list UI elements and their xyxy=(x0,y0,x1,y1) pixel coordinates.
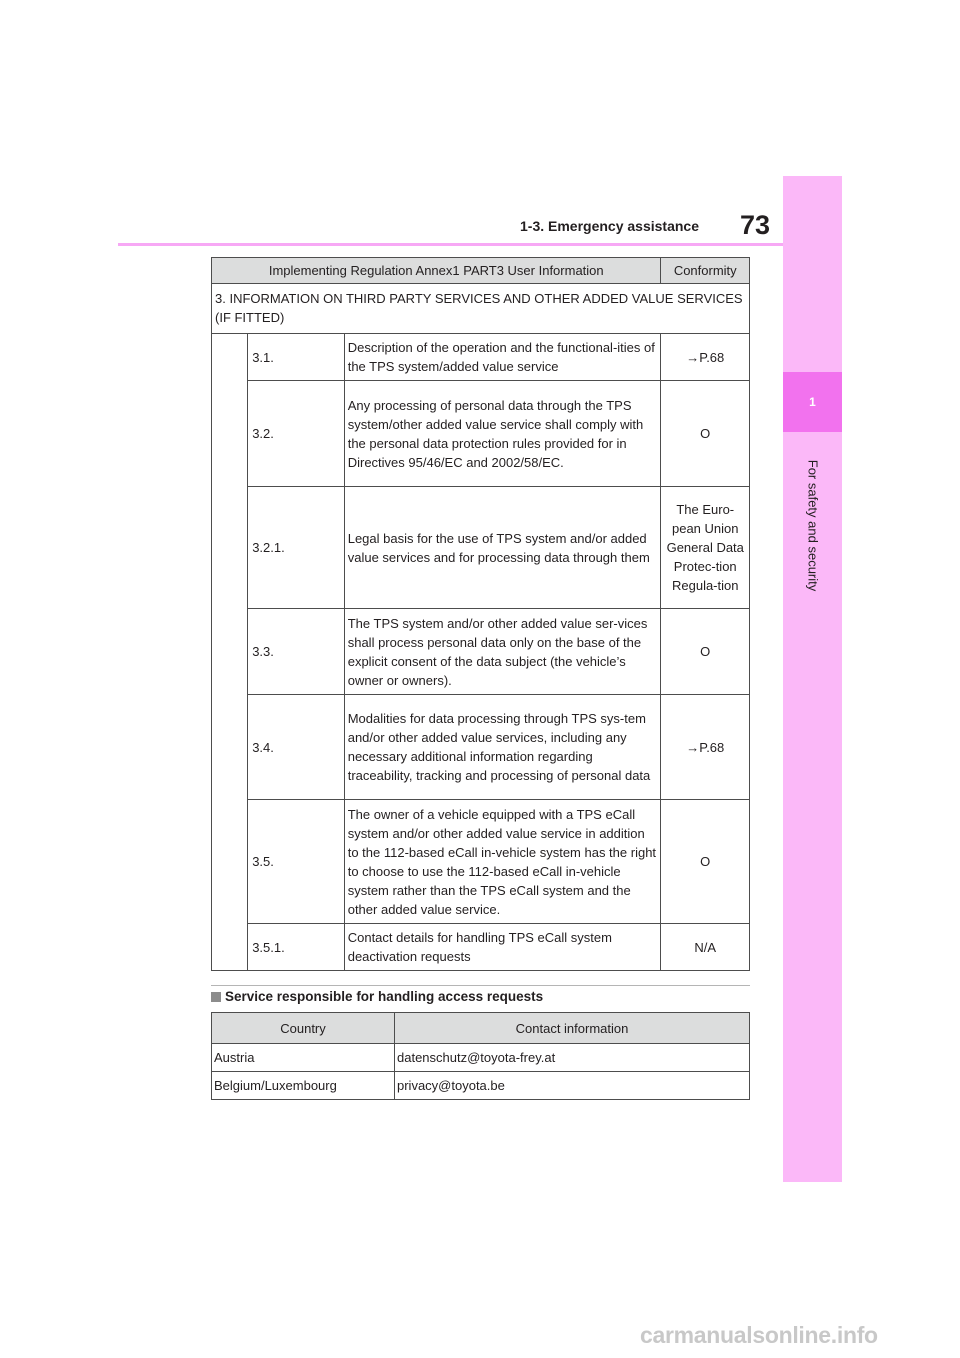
table-row xyxy=(212,487,750,609)
column-header-contact: Contact information xyxy=(395,1013,750,1044)
item-description: Modalities for data processing through TPS sys-tem and/or other added value services, including any necessary additional information regarding traceability, tracking and processing of personal data xyxy=(344,695,661,800)
access-requests-heading xyxy=(211,989,543,1004)
table-row xyxy=(212,1044,750,1072)
table-row xyxy=(212,1072,750,1100)
table-row xyxy=(212,334,750,381)
table-row xyxy=(212,924,750,971)
table-header-row xyxy=(212,1013,750,1044)
item-conformity: O xyxy=(661,609,750,695)
item-description: Description of the operation and the functional-ities of the TPS system/added value service xyxy=(344,334,661,381)
country-cell: Austria xyxy=(212,1044,395,1072)
access-requests-heading-text: Service responsible for handling access requests xyxy=(225,989,544,1004)
column-header-country: Country xyxy=(212,1013,395,1044)
item-conformity: →P.68 xyxy=(661,334,750,381)
square-bullet-icon xyxy=(211,992,221,1002)
item-conformity: O xyxy=(661,800,750,924)
item-number: 3.4. xyxy=(248,695,345,800)
page-number: 73 xyxy=(740,210,771,240)
item-description: The owner of a vehicle equipped with a TPS eCall system and/or other added value service in addition to the 112-based eCall in-vehicle system has the right to choose to use the 112-based eCall in-vehicle system rather than the TPS eCall system and the other added value service. xyxy=(344,800,661,924)
item-description: Legal basis for the use of TPS system and/or added value services and for processing data through them xyxy=(344,487,661,609)
country-cell: Belgium/Luxembourg xyxy=(212,1072,395,1100)
chapter-label xyxy=(783,440,842,610)
section-heading-row xyxy=(212,284,750,334)
user-information-table xyxy=(211,257,750,971)
chapter-side-tab xyxy=(783,176,842,1182)
watermark: carmanualsonline.info xyxy=(640,1322,878,1348)
indent-cell xyxy=(212,334,248,971)
chapter-number-tab[interactable]: 1 xyxy=(783,372,842,432)
item-conformity: The Euro-pean Union General Data Protec-tion Regula-tion xyxy=(661,487,750,609)
item-number: 3.2.1. xyxy=(248,487,345,609)
item-number: 3.5.1. xyxy=(248,924,345,971)
section-heading: 3. INFORMATION ON THIRD PARTY SERVICES AND OTHER ADDED VALUE SERVICES (IF FITTED) xyxy=(212,284,750,334)
item-number: 3.1. xyxy=(248,334,345,381)
column-header-regulation: Implementing Regulation Annex1 PART3 User Information xyxy=(212,258,661,284)
access-requests-table xyxy=(211,1012,750,1100)
contact-email-link[interactable]: datenschutz@toyota-frey.at xyxy=(395,1044,750,1072)
column-header-conformity: Conformity xyxy=(661,258,750,284)
item-description: Contact details for handling TPS eCall system deactivation requests xyxy=(344,924,661,971)
item-description: The TPS system and/or other added value ser-vices shall process personal data only on the base of the explicit consent of the data subject (the vehicle’s owner or owners). xyxy=(344,609,661,695)
item-number: 3.2. xyxy=(248,381,345,487)
section-title: 1-3. Emergency assistance xyxy=(520,218,699,234)
item-conformity: O xyxy=(661,381,750,487)
item-conformity: →P.68 xyxy=(661,695,750,800)
table-row xyxy=(212,800,750,924)
table-row xyxy=(212,381,750,487)
item-number: 3.3. xyxy=(248,609,345,695)
table-header-row xyxy=(212,258,750,284)
item-conformity: N/A xyxy=(661,924,750,971)
item-description: Any processing of personal data through the TPS system/other added value service shall comply with the personal data protection rules provided for in Directives 95/46/EC and 2002/58/EC. xyxy=(344,381,661,487)
header-divider xyxy=(118,243,783,246)
chapter-label-text: For safety and security xyxy=(805,459,820,591)
contact-email-link[interactable]: privacy@toyota.be xyxy=(395,1072,750,1100)
section-divider xyxy=(211,985,750,986)
table-row xyxy=(212,609,750,695)
table-row xyxy=(212,695,750,800)
item-number: 3.5. xyxy=(248,800,345,924)
